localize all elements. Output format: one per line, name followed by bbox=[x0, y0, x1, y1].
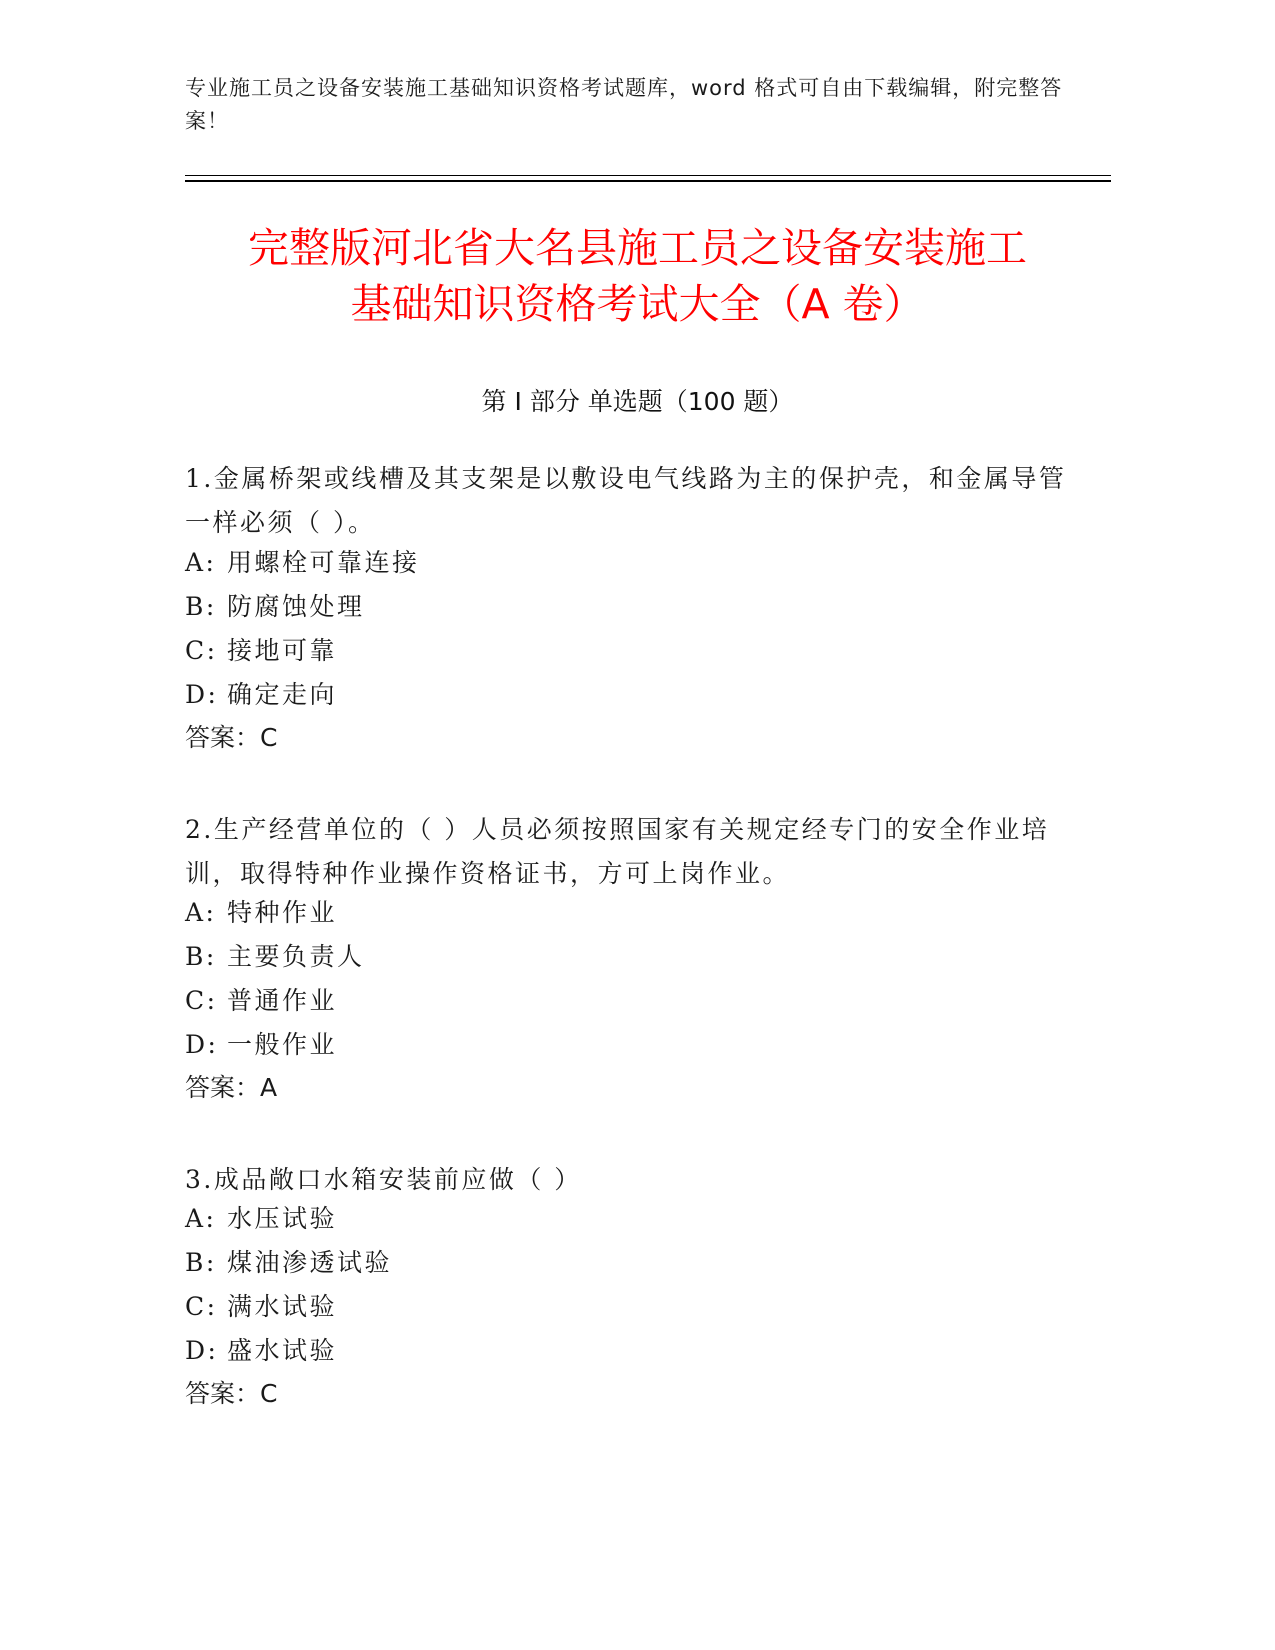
option-letter: C: bbox=[185, 636, 218, 665]
question-1-option-d bbox=[185, 678, 337, 712]
question-2-option-a bbox=[185, 896, 337, 930]
option-text: 主要负责人 bbox=[227, 942, 365, 971]
option-text: 盛水试验 bbox=[227, 1336, 338, 1365]
question-3-option-c bbox=[185, 1290, 337, 1324]
option-text: 确定走向 bbox=[227, 680, 338, 709]
question-2-answer: 答案：A bbox=[185, 1073, 278, 1102]
question-2-option-d bbox=[185, 1028, 337, 1062]
question-1-text: 1.金属桥架或线槽及其支架是以敷设电气线路为主的保护壳，和金属导管一样必须（ ）。 bbox=[185, 464, 1067, 537]
question-2-option-b bbox=[185, 940, 365, 974]
title-line-1: 完整版河北省大名县施工员之设备安装施工 bbox=[248, 224, 1027, 272]
option-letter: A: bbox=[185, 548, 217, 577]
option-text: 煤油渗透试验 bbox=[227, 1248, 393, 1277]
question-2-option-c bbox=[185, 984, 337, 1018]
option-letter: D: bbox=[185, 680, 219, 709]
option-text: 普通作业 bbox=[227, 986, 338, 1015]
question-1-option-c bbox=[185, 634, 337, 668]
question-3-answer: 答案：C bbox=[185, 1379, 278, 1408]
option-text: 特种作业 bbox=[227, 898, 338, 927]
option-text: 用螺栓可靠连接 bbox=[227, 548, 420, 577]
section-heading: 第 I 部分 单选题（100 题） bbox=[481, 387, 794, 416]
question-1-option-b bbox=[185, 590, 365, 624]
option-letter: C: bbox=[185, 986, 218, 1015]
option-letter: D: bbox=[185, 1030, 219, 1059]
header-divider-thick bbox=[185, 180, 1111, 182]
question-3-option-b bbox=[185, 1246, 392, 1280]
header-divider-thin bbox=[185, 175, 1111, 176]
option-letter: C: bbox=[185, 1292, 218, 1321]
option-letter: D: bbox=[185, 1336, 219, 1365]
option-letter: B: bbox=[185, 942, 217, 971]
question-2-text: 2.生产经营单位的（ ）人员必须按照国家有关规定经专门的安全作业培训，取得特种作业操作资格证书，方可上岗作业。 bbox=[185, 815, 1050, 888]
option-letter: B: bbox=[185, 592, 217, 621]
option-text: 接地可靠 bbox=[227, 636, 338, 665]
option-text: 防腐蚀处理 bbox=[227, 592, 365, 621]
question-1-option-a bbox=[185, 546, 420, 580]
option-letter: A: bbox=[185, 1204, 217, 1233]
title-line-2: 基础知识资格考试大全（A 卷） bbox=[350, 280, 925, 328]
option-text: 一般作业 bbox=[227, 1030, 338, 1059]
option-text: 满水试验 bbox=[227, 1292, 338, 1321]
header-note: 专业施工员之设备安装施工基础知识资格考试题库，word 格式可自由下载编辑，附完整答案！ bbox=[185, 76, 1063, 133]
question-3-option-a bbox=[185, 1202, 337, 1236]
option-text: 水压试验 bbox=[227, 1204, 338, 1233]
question-3-option-d bbox=[185, 1334, 337, 1368]
option-letter: A: bbox=[185, 898, 217, 927]
option-letter: B: bbox=[185, 1248, 217, 1277]
document-title bbox=[100, 220, 1175, 332]
question-3-text: 3.成品敞口水箱安装前应做（ ） bbox=[185, 1165, 582, 1194]
question-1-answer: 答案：C bbox=[185, 723, 278, 752]
